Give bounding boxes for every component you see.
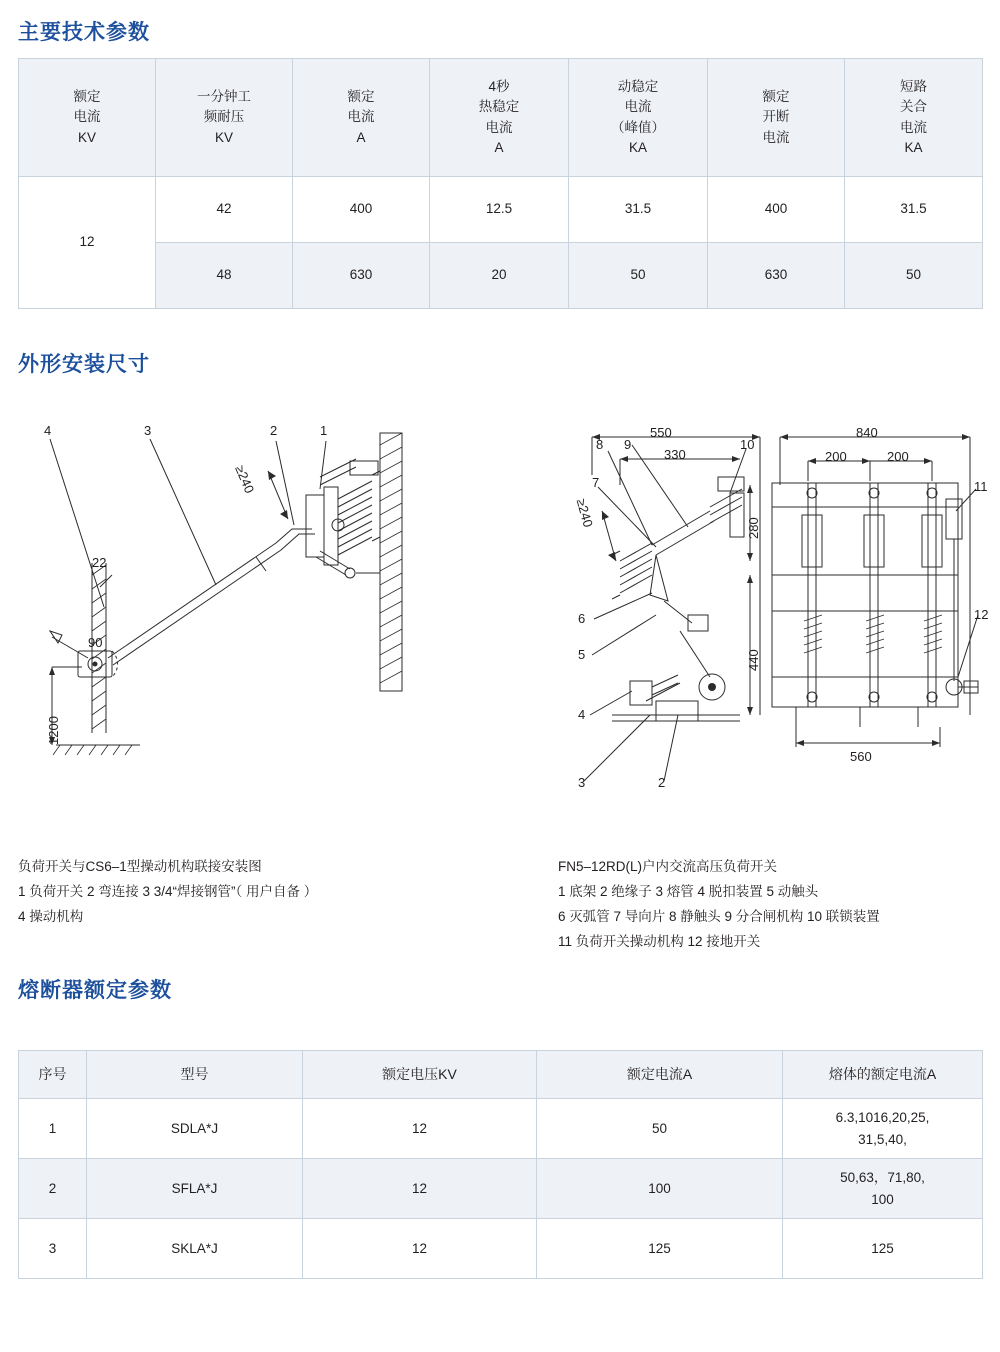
fuse-header-model: 型号 <box>87 1051 303 1099</box>
right-dim-280: 280 <box>746 517 761 539</box>
fuse-cell-element: 50,63，71,80, 100 <box>783 1159 983 1219</box>
table-row <box>19 1159 983 1219</box>
right-label-7: 7 <box>592 475 600 490</box>
right-label-5: 5 <box>578 647 586 662</box>
caption-line: 11 负荷开关操动机构 12 接地开关 <box>558 933 761 949</box>
fuse-cell-no: 2 <box>19 1159 87 1219</box>
left-drawing-caption <box>18 855 518 930</box>
spec-cell: 31.5 <box>569 177 708 243</box>
spec-table <box>18 58 983 309</box>
right-switch-drawing <box>560 415 990 805</box>
spec-table-header-row <box>19 59 983 177</box>
table-row <box>19 243 983 309</box>
spec-table-wrapper <box>18 58 982 309</box>
fuse-cell-current: 50 <box>537 1099 783 1159</box>
spec-cell: 31.5 <box>845 177 983 243</box>
right-dim-550: 550 <box>650 425 672 440</box>
fuse-header-current: 额定电流A <box>537 1051 783 1099</box>
page-title-specs: 主要技术参数 <box>18 21 150 44</box>
right-drawing-caption <box>558 855 998 955</box>
fuse-cell-model: SDLA*J <box>87 1099 303 1159</box>
fuse-table-header-row <box>19 1051 983 1099</box>
spec-header-cell-6: 短路 关合 电流 KA <box>845 59 983 177</box>
spec-cell: 42 <box>156 177 293 243</box>
fuse-cell-element: 125 <box>783 1219 983 1279</box>
right-dim-200-b: 200 <box>887 449 909 464</box>
spec-cell: 400 <box>708 177 845 243</box>
spec-cell: 630 <box>293 243 430 309</box>
fuse-header-element: 熔体的额定电流A <box>783 1051 983 1099</box>
table-row <box>19 177 983 243</box>
page-title-fuse: 熔断器额定参数 <box>18 979 172 1002</box>
fuse-cell-model: SFLA*J <box>87 1159 303 1219</box>
fuse-cell-voltage: 12 <box>303 1219 537 1279</box>
right-dim-840: 840 <box>856 425 878 440</box>
right-label-9: 9 <box>624 437 632 452</box>
caption-line: 6 灭弧管 7 导向片 8 静触头 9 分合闸机构 10 联锁装置 <box>558 908 880 924</box>
page-title-dimensions: 外形安装尺寸 <box>18 353 150 376</box>
caption-title: 负荷开关与CS6–1型操动机构联接安装图 <box>18 859 262 874</box>
spec-cell: 50 <box>569 243 708 309</box>
spec-cell: 12.5 <box>430 177 569 243</box>
left-label-1: 1 <box>320 423 328 438</box>
fuse-cell-model: SKLA*J <box>87 1219 303 1279</box>
spec-header-cell-3: 4秒 热稳定 电流 A <box>430 59 569 177</box>
caption-line: 4 操动机构 <box>18 908 84 924</box>
left-label-90: 90 <box>88 635 103 650</box>
spec-cell: 630 <box>708 243 845 309</box>
table-row <box>19 1219 983 1279</box>
spec-header-cell-5: 额定 开断 电流 <box>708 59 845 177</box>
right-label-2: 2 <box>658 775 666 790</box>
fuse-cell-no: 3 <box>19 1219 87 1279</box>
spec-header-cell-4: 动稳定 电流 （峰值） KA <box>569 59 708 177</box>
spec-cell: 50 <box>845 243 983 309</box>
fuse-cell-no: 1 <box>19 1099 87 1159</box>
spec-cell: 400 <box>293 177 430 243</box>
left-label-4: 4 <box>44 423 52 438</box>
fuse-cell-current: 100 <box>537 1159 783 1219</box>
spec-header-cell-2: 额定 电流 A <box>293 59 430 177</box>
spec-header-cell-0: 额定 电流 KV <box>19 59 156 177</box>
left-label-1200: 1200 <box>46 716 61 745</box>
right-dim-560: 560 <box>850 749 872 764</box>
fuse-header-voltage: 额定电压KV <box>303 1051 537 1099</box>
right-label-10: 10 <box>740 437 755 452</box>
left-label-3: 3 <box>144 423 152 438</box>
spec-rated-voltage: 12 <box>19 177 156 309</box>
caption-line: 1 负荷开关 2 弯连接 3 3/4“焊接钢管”（ 用户自备 ） <box>18 883 318 899</box>
right-label-11: 11 <box>974 479 988 494</box>
caption-line: 1 底架 2 绝缘子 3 熔管 4 脱扣装置 5 动触头 <box>558 883 819 899</box>
spec-header-cell-1: 一分钟工 频耐压 KV <box>156 59 293 177</box>
fuse-cell-voltage: 12 <box>303 1159 537 1219</box>
left-label-22: 22 <box>92 555 107 570</box>
right-dim-440: 440 <box>746 649 761 671</box>
right-label-12: 12 <box>974 607 989 622</box>
table-row <box>19 1099 983 1159</box>
spec-cell: 20 <box>430 243 569 309</box>
right-label-3: 3 <box>578 775 586 790</box>
right-label-4: 4 <box>578 707 586 722</box>
caption-title: FN5–12RD(L)户内交流高压负荷开关 <box>558 859 778 874</box>
right-dim-240: ≥240 <box>573 497 596 529</box>
fuse-cell-voltage: 12 <box>303 1099 537 1159</box>
right-label-6: 6 <box>578 611 586 626</box>
right-dim-330: 330 <box>664 447 686 462</box>
right-label-8: 8 <box>596 437 604 452</box>
fuse-header-no: 序号 <box>19 1051 87 1099</box>
fuse-cell-element: 6.3,1016,20,25, 31,5,40, <box>783 1099 983 1159</box>
fuse-table <box>18 1050 983 1279</box>
right-dim-200-a: 200 <box>825 449 847 464</box>
spec-cell: 48 <box>156 243 293 309</box>
fuse-table-wrapper <box>18 1050 982 1279</box>
fuse-cell-current: 125 <box>537 1219 783 1279</box>
left-label-2: 2 <box>270 423 278 438</box>
right-drawing-svg <box>560 415 990 805</box>
left-assembly-drawing <box>20 415 440 805</box>
left-drawing-svg <box>20 415 440 805</box>
left-label-240: ≥240 <box>232 463 258 496</box>
